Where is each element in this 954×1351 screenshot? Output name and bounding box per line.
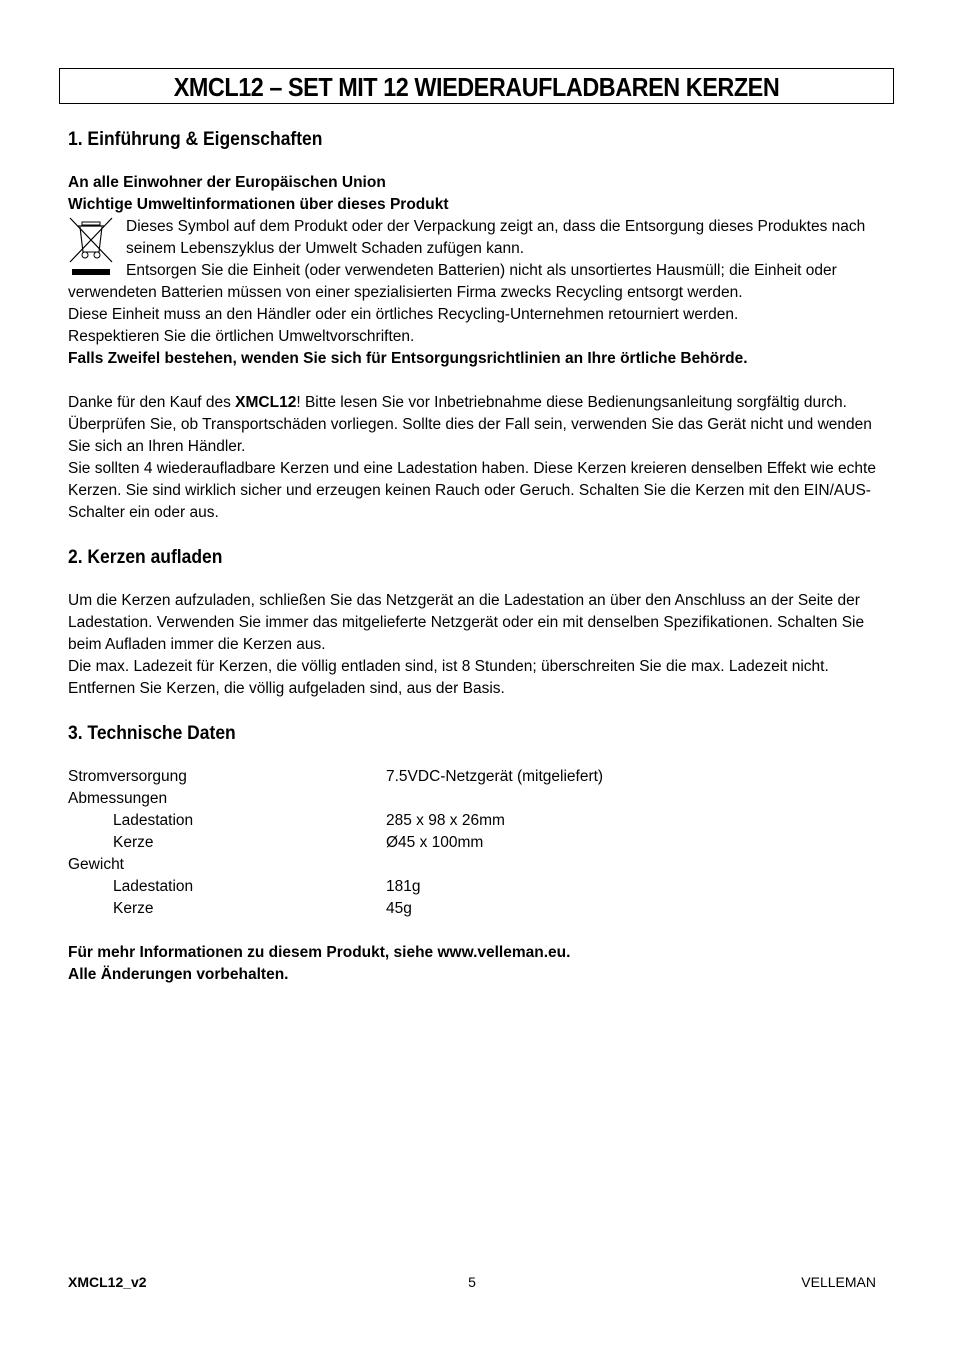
dispose-text: Entsorgen Sie die Einheit (oder verwendeten Batterien) nicht als unsortiertes Hausmüll; die Einheit oder verwendeten Batterien müssen von einer spezialisierten Firma zwecks Recycling entsorgt werden. bbox=[68, 262, 837, 301]
title-box bbox=[59, 68, 894, 104]
footer-brand: VELLEMAN bbox=[801, 1274, 876, 1290]
spec-value: 181g bbox=[386, 878, 421, 895]
footer-page-number: 5 bbox=[468, 1274, 476, 1290]
contents-paragraph: Sie sollten 4 wiederaufladbare Kerzen und eine Ladestation haben. Diese Kerzen kreieren denselben Effekt wie echte Kerzen. Sie sind wirklich sicher und erzeugen keinen Rauch oder Geruch. Schalten Sie die Kerzen mit den EIN/AUS-Schalter ein oder aus. bbox=[68, 460, 876, 521]
footer-doc-id: XMCL12_v2 bbox=[68, 1274, 147, 1290]
more-info-text: Für mehr Informationen zu diesem Produkt, siehe www.velleman.eu. bbox=[68, 944, 571, 961]
respect-text: Respektieren Sie die örtlichen Umweltvorschriften. bbox=[68, 328, 415, 345]
spec-value: 285 x 98 x 26mm bbox=[386, 812, 505, 829]
doubt-text: Falls Zweifel bestehen, wenden Sie sich für Entsorgungsrichtlinien an Ihre örtliche Behörde. bbox=[68, 350, 748, 367]
thanks-paragraph bbox=[68, 392, 883, 458]
spec-row bbox=[68, 876, 603, 898]
reserved-text: Alle Änderungen vorbehalten. bbox=[68, 966, 289, 983]
spec-value: Ø45 x 100mm bbox=[386, 834, 484, 851]
spec-row bbox=[68, 810, 603, 832]
spec-table bbox=[68, 766, 603, 920]
section-heading-3: 3. Technische Daten bbox=[68, 723, 236, 744]
spec-label: Gewicht bbox=[68, 856, 124, 873]
document-body bbox=[68, 126, 883, 986]
spec-row bbox=[68, 766, 603, 788]
charging-paragraph-1: Um die Kerzen aufzuladen, schließen Sie das Netzgerät an die Ladestation an über den Anschluss an der Seite der Ladestation. Verwenden Sie immer das mitgelieferte Netzgerät oder ein mit denselben Spezifikationen. Schalten Sie beim Aufladen immer die Kerzen aus. bbox=[68, 592, 865, 653]
spec-value bbox=[386, 788, 603, 810]
charging-paragraph-2: Die max. Ladezeit für Kerzen, die völlig entladen sind, ist 8 Stunden; überschreiten Sie die max. Ladezeit nicht. Entfernen Sie Kerzen, die völlig aufgeladen sind, aus der Basis. bbox=[68, 658, 829, 697]
spec-label: Abmessungen bbox=[68, 790, 168, 807]
eu-line-1: An alle Einwohner der Europäischen Union bbox=[68, 174, 386, 191]
spec-value: 7.5VDC-Netzgerät (mitgeliefert) bbox=[386, 768, 604, 785]
spec-row bbox=[68, 854, 603, 876]
spec-label: Kerze bbox=[113, 900, 154, 917]
weee-bin-icon bbox=[68, 216, 118, 276]
page-footer bbox=[68, 1274, 876, 1294]
spec-label: Stromversorgung bbox=[68, 768, 187, 785]
section-heading-2: 2. Kerzen aufladen bbox=[68, 547, 223, 568]
symbol-text: Dieses Symbol auf dem Produkt oder der Verpackung zeigt an, dass die Entsorgung dieses Produktes nach seinem Lebenszyklus der Umwelt Schaden zufügen kann. bbox=[126, 218, 866, 257]
thanks-post: ! Bitte lesen Sie vor Inbetriebnahme diese Bedienungsanleitung sorgfältig durch. Überprüfen Sie, ob Transportschäden vorliegen. Sollte dies der Fall sein, verwenden Sie das Gerät nicht und wenden Sie sich an Ihren Händler. bbox=[68, 394, 872, 455]
spec-value: 45g bbox=[386, 900, 412, 917]
spec-label: Kerze bbox=[113, 834, 154, 851]
spec-row bbox=[68, 832, 603, 854]
spec-label: Ladestation bbox=[113, 878, 194, 895]
spec-label: Ladestation bbox=[113, 812, 194, 829]
spec-row bbox=[68, 898, 603, 920]
page-title: XMCL12 – SET MIT 12 WIEDERAUFLADBAREN KERZEN bbox=[173, 72, 780, 102]
thanks-pre: Danke für den Kauf des bbox=[68, 394, 236, 411]
eu-line-2: Wichtige Umweltinformationen über dieses Produkt bbox=[68, 196, 449, 213]
spec-value bbox=[386, 854, 603, 876]
spec-row bbox=[68, 788, 603, 810]
section-heading-1: 1. Einführung & Eigenschaften bbox=[68, 129, 323, 150]
return-text: Diese Einheit muss an den Händler oder ein örtliches Recycling-Unternehmen retourniert werden. bbox=[68, 306, 739, 323]
thanks-model: XMCL12 bbox=[235, 394, 297, 411]
